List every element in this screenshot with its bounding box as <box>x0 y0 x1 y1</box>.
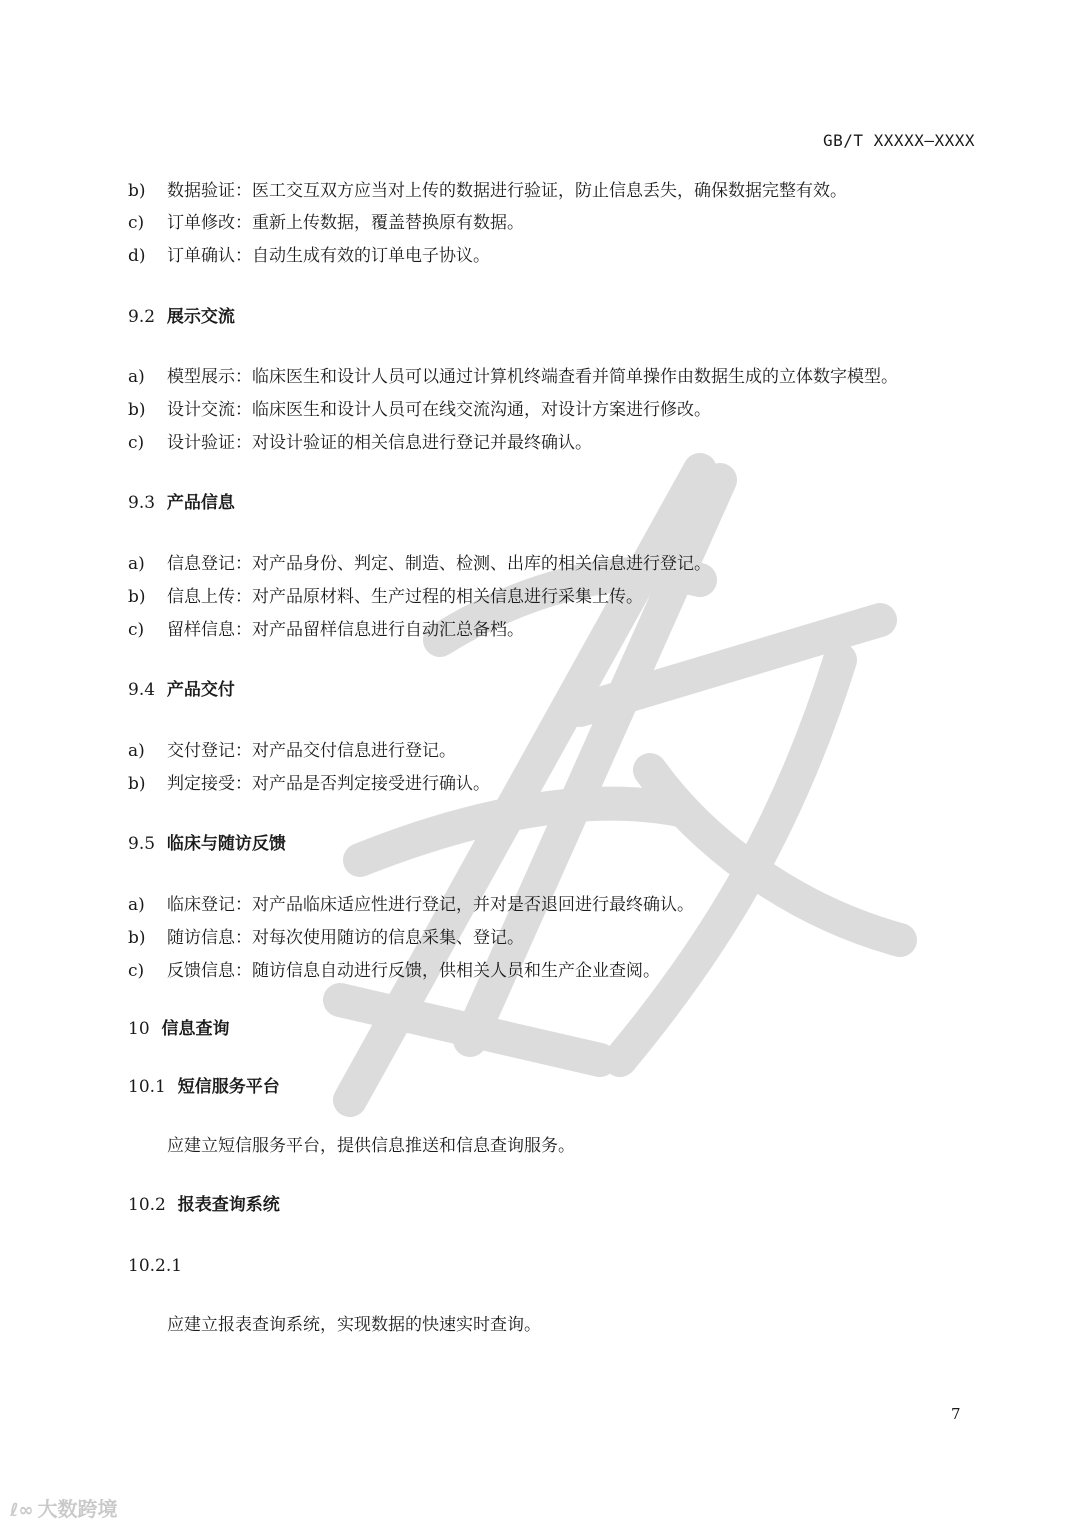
chapter-title: 信息查询 <box>161 1019 230 1039</box>
item-marker: c) <box>128 961 145 981</box>
item-text: 临床登记：对产品临床适应性进行登记，并对是否退回进行最终确认。 <box>167 895 694 915</box>
list-item <box>128 399 1028 421</box>
brand-name: 大数跨境 <box>37 1497 118 1521</box>
item-text: 交付登记：对产品交付信息进行登记。 <box>167 741 456 761</box>
section-title: 临床与随访反馈 <box>166 834 286 854</box>
list-item <box>128 432 1028 454</box>
item-marker: a) <box>128 741 145 761</box>
subsection-number: 10.2.1 <box>128 1256 183 1276</box>
page-number: 7 <box>951 1405 961 1423</box>
standard-code: GB/T XXXXX—XXXX <box>823 131 975 150</box>
section-heading <box>128 1194 280 1216</box>
section-number: 9.4 <box>128 680 156 700</box>
item-marker: a) <box>128 367 145 387</box>
item-text: 设计交流：临床医生和设计人员可在线交流沟通，对设计方案进行修改。 <box>167 400 711 420</box>
list-item <box>128 740 1028 762</box>
item-marker: b) <box>128 181 146 201</box>
list-item <box>128 245 1028 267</box>
section-heading <box>128 1076 280 1098</box>
section-number: 9.2 <box>128 307 156 327</box>
list-item <box>128 960 1028 982</box>
section-number: 10.1 <box>128 1077 166 1097</box>
item-marker: b) <box>128 774 146 794</box>
list-item <box>128 553 1028 575</box>
item-text: 随访信息：对每次使用随访的信息采集、登记。 <box>167 928 524 948</box>
list-item <box>128 180 1028 202</box>
item-text: 反馈信息：随访信息自动进行反馈，供相关人员和生产企业查阅。 <box>167 961 660 981</box>
chapter-number: 10 <box>128 1019 150 1039</box>
list-item <box>128 894 1028 916</box>
list-item <box>128 366 1028 388</box>
section-heading <box>128 679 235 701</box>
item-marker: c) <box>128 213 145 233</box>
item-text: 判定接受：对产品是否判定接受进行确认。 <box>167 774 490 794</box>
item-marker: d) <box>128 246 146 266</box>
section-title: 展示交流 <box>166 307 235 327</box>
list-item <box>128 773 1028 795</box>
section-heading <box>128 833 286 855</box>
brand-watermark <box>10 1493 117 1522</box>
section-title: 报表查询系统 <box>177 1195 280 1215</box>
paragraph: 应建立报表查询系统，实现数据的快速实时查询。 <box>167 1315 541 1335</box>
section-number: 9.5 <box>128 834 156 854</box>
list-item <box>128 619 1028 641</box>
item-text: 模型展示：临床医生和设计人员可以通过计算机终端查看并简单操作由数据生成的立体数字模型。 <box>167 367 898 387</box>
item-text: 信息上传：对产品原材料、生产过程的相关信息进行采集上传。 <box>167 587 643 607</box>
section-title: 产品信息 <box>166 493 235 513</box>
item-text: 数据验证：医工交互双方应当对上传的数据进行验证，防止信息丢失，确保数据完整有效。 <box>167 181 847 201</box>
section-title: 产品交付 <box>166 680 235 700</box>
section-number: 9.3 <box>128 493 156 513</box>
item-marker: b) <box>128 928 146 948</box>
item-text: 留样信息：对产品留样信息进行自动汇总备档。 <box>167 620 524 640</box>
section-title: 短信服务平台 <box>177 1077 280 1097</box>
item-text: 信息登记：对产品身份、判定、制造、检测、出库的相关信息进行登记。 <box>167 554 711 574</box>
item-text: 设计验证：对设计验证的相关信息进行登记并最终确认。 <box>167 433 592 453</box>
section-number: 10.2 <box>128 1195 166 1215</box>
item-marker: b) <box>128 400 146 420</box>
item-marker: a) <box>128 554 145 574</box>
paragraph: 应建立短信服务平台，提供信息推送和信息查询服务。 <box>167 1136 575 1156</box>
item-text: 订单确认：自动生成有效的订单电子协议。 <box>167 246 490 266</box>
list-item <box>128 927 1028 949</box>
section-heading <box>128 306 235 328</box>
item-marker: a) <box>128 895 145 915</box>
item-marker: c) <box>128 433 145 453</box>
chapter-heading <box>128 1018 229 1040</box>
item-marker: b) <box>128 587 146 607</box>
item-marker: c) <box>128 620 145 640</box>
item-text: 订单修改：重新上传数据，覆盖替换原有数据。 <box>167 213 524 233</box>
list-item <box>128 586 1028 608</box>
section-heading <box>128 492 235 514</box>
list-item <box>128 212 1028 234</box>
brand-logo-icon: ℓ∞ <box>10 1500 34 1521</box>
